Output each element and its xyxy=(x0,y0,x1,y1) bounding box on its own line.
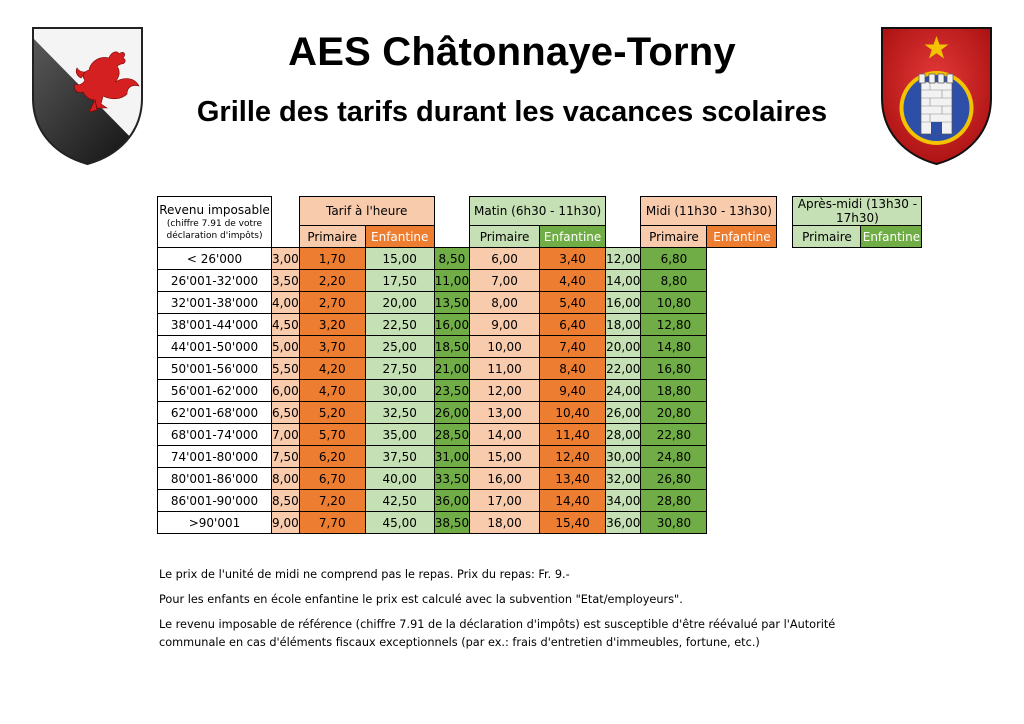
group-header-tarif: Tarif à l'heure xyxy=(299,197,434,226)
tarif-enfantine-cell: 6,20 xyxy=(299,446,365,468)
table-row xyxy=(158,314,922,336)
midi-primaire-cell: 17,00 xyxy=(470,490,540,512)
tarif-primaire-cell: 3,00 xyxy=(272,248,300,270)
apres-midi-primaire-cell: 22,00 xyxy=(606,358,641,380)
matin-enfantine-cell: 31,00 xyxy=(434,446,469,468)
matin-primaire-cell: 42,50 xyxy=(365,490,434,512)
tarif-enfantine-cell: 7,20 xyxy=(299,490,365,512)
revenue-cell: 74'001-80'000 xyxy=(158,446,272,468)
midi-primaire-cell: 16,00 xyxy=(470,468,540,490)
tarif-primaire-cell: 5,00 xyxy=(272,336,300,358)
midi-primaire-cell: 12,00 xyxy=(470,380,540,402)
tarif-primaire-cell: 4,50 xyxy=(272,314,300,336)
apres-midi-enfantine-cell: 6,80 xyxy=(641,248,707,270)
tarif-primaire-cell: 3,50 xyxy=(272,270,300,292)
subheader-enfantine: Enfantine xyxy=(861,226,922,248)
midi-enfantine-cell: 4,40 xyxy=(540,270,606,292)
tarif-primaire-cell: 7,50 xyxy=(272,446,300,468)
tarif-enfantine-cell: 2,20 xyxy=(299,270,365,292)
subheader-enfantine: Enfantine xyxy=(540,226,606,248)
matin-enfantine-cell: 21,00 xyxy=(434,358,469,380)
apres-midi-primaire-cell: 14,00 xyxy=(606,270,641,292)
table-row xyxy=(158,424,922,446)
tarif-enfantine-cell: 3,20 xyxy=(299,314,365,336)
apres-midi-primaire-cell: 36,00 xyxy=(606,512,641,534)
apres-midi-enfantine-cell: 12,80 xyxy=(641,314,707,336)
midi-primaire-cell: 9,00 xyxy=(470,314,540,336)
matin-primaire-cell: 40,00 xyxy=(365,468,434,490)
midi-primaire-cell: 10,00 xyxy=(470,336,540,358)
midi-primaire-cell: 6,00 xyxy=(470,248,540,270)
apres-midi-enfantine-cell: 14,80 xyxy=(641,336,707,358)
tarif-primaire-cell: 8,00 xyxy=(272,468,300,490)
notes xyxy=(159,566,859,659)
apres-midi-enfantine-cell: 22,80 xyxy=(641,424,707,446)
midi-enfantine-cell: 5,40 xyxy=(540,292,606,314)
apres-midi-enfantine-cell: 8,80 xyxy=(641,270,707,292)
matin-primaire-cell: 15,00 xyxy=(365,248,434,270)
apres-midi-primaire-cell: 12,00 xyxy=(606,248,641,270)
apres-midi-primaire-cell: 34,00 xyxy=(606,490,641,512)
midi-primaire-cell: 15,00 xyxy=(470,446,540,468)
matin-primaire-cell: 20,00 xyxy=(365,292,434,314)
midi-enfantine-cell: 3,40 xyxy=(540,248,606,270)
tarif-primaire-cell: 7,00 xyxy=(272,424,300,446)
matin-primaire-cell: 32,50 xyxy=(365,402,434,424)
midi-primaire-cell: 8,00 xyxy=(470,292,540,314)
midi-enfantine-cell: 14,40 xyxy=(540,490,606,512)
table-row xyxy=(158,446,922,468)
matin-enfantine-cell: 8,50 xyxy=(434,248,469,270)
tarif-primaire-cell: 4,00 xyxy=(272,292,300,314)
revenue-header-note-2: déclaration d'impôts) xyxy=(166,230,263,241)
midi-enfantine-cell: 7,40 xyxy=(540,336,606,358)
apres-midi-primaire-cell: 26,00 xyxy=(606,402,641,424)
midi-primaire-cell: 7,00 xyxy=(470,270,540,292)
revenue-cell: 44'001-50'000 xyxy=(158,336,272,358)
revenue-cell: 80'001-86'000 xyxy=(158,468,272,490)
apres-midi-enfantine-cell: 30,80 xyxy=(641,512,707,534)
midi-enfantine-cell: 10,40 xyxy=(540,402,606,424)
revenue-cell: 32'001-38'000 xyxy=(158,292,272,314)
group-header-midi: Midi (11h30 - 13h30) xyxy=(641,197,777,226)
apres-midi-primaire-cell: 30,00 xyxy=(606,446,641,468)
apres-midi-primaire-cell: 18,00 xyxy=(606,314,641,336)
matin-enfantine-cell: 38,50 xyxy=(434,512,469,534)
matin-primaire-cell: 25,00 xyxy=(365,336,434,358)
table-row xyxy=(158,512,922,534)
note-meal-price: Le prix de l'unité de midi ne comprend pas le repas. Prix du repas: Fr. 9.- xyxy=(159,568,570,581)
matin-primaire-cell: 37,50 xyxy=(365,446,434,468)
revenue-cell: >90'001 xyxy=(158,512,272,534)
apres-midi-primaire-cell: 16,00 xyxy=(606,292,641,314)
matin-primaire-cell: 17,50 xyxy=(365,270,434,292)
revenue-cell: 38'001-44'000 xyxy=(158,314,272,336)
matin-enfantine-cell: 11,00 xyxy=(434,270,469,292)
midi-primaire-cell: 14,00 xyxy=(470,424,540,446)
subheader-enfantine: Enfantine xyxy=(707,226,777,248)
tarif-primaire-cell: 8,50 xyxy=(272,490,300,512)
apres-midi-enfantine-cell: 18,80 xyxy=(641,380,707,402)
matin-enfantine-cell: 13,50 xyxy=(434,292,469,314)
table-row xyxy=(158,468,922,490)
midi-enfantine-cell: 12,40 xyxy=(540,446,606,468)
table-row xyxy=(158,490,922,512)
subheader-primaire: Primaire xyxy=(641,226,707,248)
revenue-cell: 50'001-56'000 xyxy=(158,358,272,380)
tarif-enfantine-cell: 4,20 xyxy=(299,358,365,380)
matin-primaire-cell: 35,00 xyxy=(365,424,434,446)
apres-midi-enfantine-cell: 24,80 xyxy=(641,446,707,468)
revenue-cell: 56'001-62'000 xyxy=(158,380,272,402)
matin-enfantine-cell: 26,00 xyxy=(434,402,469,424)
matin-enfantine-cell: 36,00 xyxy=(434,490,469,512)
group-header-matin: Matin (6h30 - 11h30) xyxy=(470,197,606,226)
matin-enfantine-cell: 28,50 xyxy=(434,424,469,446)
apres-midi-enfantine-cell: 16,80 xyxy=(641,358,707,380)
midi-enfantine-cell: 11,40 xyxy=(540,424,606,446)
revenue-header xyxy=(158,197,272,248)
apres-midi-enfantine-cell: 28,80 xyxy=(641,490,707,512)
table-row xyxy=(158,336,922,358)
tarif-enfantine-cell: 7,70 xyxy=(299,512,365,534)
subheader-primaire: Primaire xyxy=(470,226,540,248)
tarif-primaire-cell: 6,00 xyxy=(272,380,300,402)
tarif-primaire-cell: 9,00 xyxy=(272,512,300,534)
tarif-enfantine-cell: 5,70 xyxy=(299,424,365,446)
table-row xyxy=(158,292,922,314)
midi-enfantine-cell: 9,40 xyxy=(540,380,606,402)
revenue-cell: < 26'000 xyxy=(158,248,272,270)
page-subtitle: Grille des tarifs durant les vacances scolaires xyxy=(196,96,828,128)
tarif-enfantine-cell: 5,20 xyxy=(299,402,365,424)
table-row xyxy=(158,402,922,424)
midi-enfantine-cell: 8,40 xyxy=(540,358,606,380)
midi-primaire-cell: 13,00 xyxy=(470,402,540,424)
table-row xyxy=(158,380,922,402)
revenue-header-note: (chiffre 7.91 de votre xyxy=(166,218,263,229)
tariff-table xyxy=(157,196,922,534)
apres-midi-enfantine-cell: 20,80 xyxy=(641,402,707,424)
subheader-primaire: Primaire xyxy=(793,226,861,248)
tarif-enfantine-cell: 4,70 xyxy=(299,380,365,402)
matin-enfantine-cell: 16,00 xyxy=(434,314,469,336)
midi-primaire-cell: 18,00 xyxy=(470,512,540,534)
revenue-cell: 86'001-90'000 xyxy=(158,490,272,512)
apres-midi-primaire-cell: 24,00 xyxy=(606,380,641,402)
midi-enfantine-cell: 15,40 xyxy=(540,512,606,534)
note-reference-income: Le revenu imposable de référence (chiffre 7.91 de la déclaration d'impôts) est susceptible d'être réévalué par l'Autorité communale en cas d'éléments fiscaux exceptionnels (par ex.: frais d'entretien d'immeubles, fortune, etc.) xyxy=(159,618,836,649)
tarif-enfantine-cell: 2,70 xyxy=(299,292,365,314)
tarif-enfantine-cell: 1,70 xyxy=(299,248,365,270)
revenue-cell: 26'001-32'000 xyxy=(158,270,272,292)
apres-midi-primaire-cell: 32,00 xyxy=(606,468,641,490)
matin-primaire-cell: 22,50 xyxy=(365,314,434,336)
revenue-cell: 62'001-68'000 xyxy=(158,402,272,424)
tarif-primaire-cell: 6,50 xyxy=(272,402,300,424)
matin-enfantine-cell: 33,50 xyxy=(434,468,469,490)
revenue-cell: 68'001-74'000 xyxy=(158,424,272,446)
table-row xyxy=(158,248,922,270)
table-row xyxy=(158,358,922,380)
subheader-enfantine: Enfantine xyxy=(365,226,434,248)
midi-primaire-cell: 11,00 xyxy=(470,358,540,380)
note-subsidy: Pour les enfants en école enfantine le prix est calculé avec la subvention "Etat/employeurs". xyxy=(159,593,683,606)
apres-midi-primaire-cell: 20,00 xyxy=(606,336,641,358)
tarif-enfantine-cell: 3,70 xyxy=(299,336,365,358)
matin-primaire-cell: 27,50 xyxy=(365,358,434,380)
midi-enfantine-cell: 13,40 xyxy=(540,468,606,490)
table-row xyxy=(158,270,922,292)
apres-midi-primaire-cell: 28,00 xyxy=(606,424,641,446)
matin-enfantine-cell: 23,50 xyxy=(434,380,469,402)
tarif-enfantine-cell: 6,70 xyxy=(299,468,365,490)
page-title: AES Châtonnaye-Torny xyxy=(288,30,736,74)
matin-primaire-cell: 30,00 xyxy=(365,380,434,402)
matin-enfantine-cell: 18,50 xyxy=(434,336,469,358)
midi-enfantine-cell: 6,40 xyxy=(540,314,606,336)
tarif-primaire-cell: 5,50 xyxy=(272,358,300,380)
matin-primaire-cell: 45,00 xyxy=(365,512,434,534)
subheader-primaire: Primaire xyxy=(299,226,365,248)
group-header-apres-midi: Après-midi (13h30 - 17h30) xyxy=(793,197,922,226)
revenue-header-title: Revenu imposable xyxy=(159,202,270,217)
apres-midi-enfantine-cell: 10,80 xyxy=(641,292,707,314)
apres-midi-enfantine-cell: 26,80 xyxy=(641,468,707,490)
